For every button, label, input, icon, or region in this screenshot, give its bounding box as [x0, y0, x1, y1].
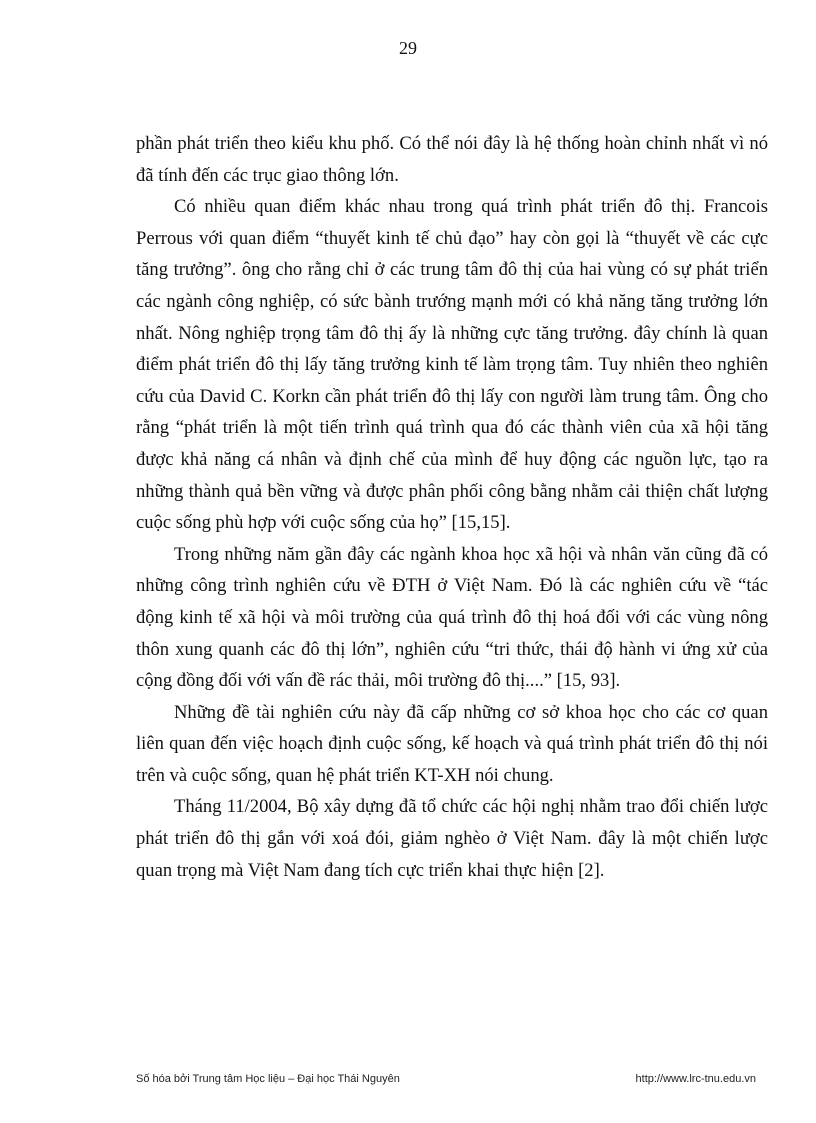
page-footer	[136, 1073, 756, 1085]
paragraph-strategy-2004: Tháng 11/2004, Bộ xây dựng đã tổ chức các hội nghị nhằm trao đổi chiến lược phát triển đô thị gắn với xoá đói, giảm nghèo ở Việt Nam. đây là một chiến lược quan trọng mà Việt Nam đang tích cực triển khai thực hiện [2].	[136, 796, 768, 881]
page-number: 29	[399, 38, 417, 58]
footer-source: Số hóa bởi Trung tâm Học liệu – Đại học Thái Nguyên	[136, 1073, 400, 1085]
paragraph-continuation: phần phát triển theo kiểu khu phố. Có thể nói đây là hệ thống hoàn chỉnh nhất vì nó đã tính đến các trục giao thông lớn.	[136, 133, 768, 186]
footer-url: http://www.lrc-tnu.edu.vn	[635, 1073, 756, 1085]
paragraph-vietnam-research: Trong những năm gần đây các ngành khoa học xã hội và nhân văn cũng đã có những công trình nghiên cứu về ĐTH ở Việt Nam. Đó là các nghiên cứu về “tác động kinh tế xã hội và môi trường của quá trình đô thị hoá đối với các vùng nông thôn xung quanh các đô thị lớn”, nghiên cứu “tri thức, thái độ hành vi ứng xử của cộng đồng đối với vấn đề rác thải, môi trường đô thị....” [15, 93].	[136, 543, 768, 692]
body-text	[136, 128, 768, 886]
paragraph-research-contribution: Những đề tài nghiên cứu này đã cấp những cơ sở khoa học cho các cơ quan liên quan đến việc hoạch định cuộc sống, kế hoạch và quá trình phát triển đô thị nói trên và cuộc sống, quan hệ phát triển KT-XH nói chung.	[136, 701, 768, 786]
paragraph-urban-theories: Có nhiều quan điểm khác nhau trong quá trình phát triển đô thị. Francois Perrous với quan điểm “thuyết kinh tế chủ đạo” hay còn gọi là “thuyết về các cực tăng trưởng”. ông cho rằng chỉ ở các trung tâm đô thị của hai vùng có sự phát triển các ngành công nghiệp, có sức bành trướng mạnh mới có khả năng tăng trưởng lớn nhất. Nông nghiệp trọng tâm đô thị ấy là những cực tăng trưởng. đây chính là quan điểm phát triển đô thị lấy tăng trưởng kinh tế làm trọng tâm. Tuy nhiên theo nghiên cứu của David C. Korkn cần phát triển đô thị lấy con người làm trung tâm. Ông cho rằng “phát triển là một tiến trình quá trình qua đó các thành viên của xã hội tăng được khả năng cá nhân và định chế của mình để huy động các nguồn lực, tạo ra những thành quả bền vững và được phân phối công bằng nhằm cải thiện chất lượng cuộc sống phù hợp với cuộc sống của họ” [15,15].	[136, 196, 768, 534]
